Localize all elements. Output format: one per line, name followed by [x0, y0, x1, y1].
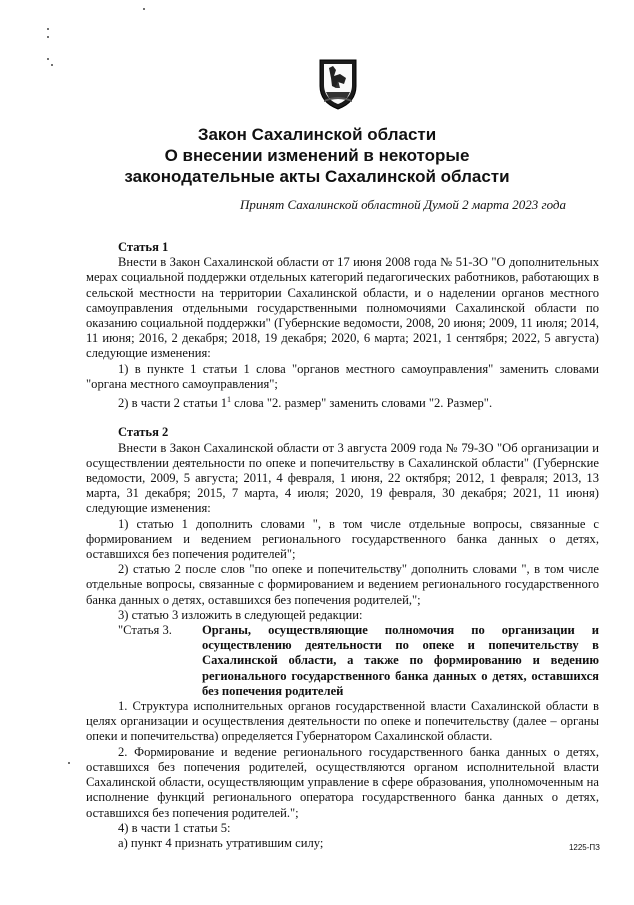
law-title-block — [40, 124, 594, 187]
article3-title: Органы, осуществляющие полномочия по организации и осуществлению деятельности по опеке и попечительству в Сахалинской области, а также по формированию и ведению регионального государственного банка данных о детях, оставшихся без попечения родителей — [202, 623, 599, 698]
article2-item4a: а) пункт 4 признать утратившим силу; — [118, 835, 324, 850]
article2-item3: 3) статью 3 изложить в следующей редакции: — [118, 607, 363, 622]
article2-item2: 2) статью 2 после слов "по опеке и попечительству" дополнить словами ", в том числе отдельные вопросы, связанные с формированием и ведением регионального государственного банка данных о детях, оставшихся без попечения родителей,"; — [86, 562, 599, 607]
adoption-note: Принят Сахалинской областной Думой 2 марта 2023 года — [240, 197, 566, 212]
article1-heading: Статья 1 — [118, 240, 169, 254]
article1-item2-text-a: 2) в части 2 статьи 1 — [118, 396, 228, 411]
article2-intro: Внести в Закон Сахалинской области от 3 августа 2009 года № 79-ЗО "Об организации и осуществлении деятельности по опеке и попечительству в Сахалинской области" (Губернские ведомости, 2009, 5 августа; 2011, 4 февраля, 1 июня, 22 октября; 2012, 1 февраля; 2013, 13 марта, 31 декабря; 2015, 7 марта, 4 июля; 2020, 19 февраля, 30 декабря; 2021, 11 июня) следующие изменения: — [86, 440, 599, 516]
law-body — [86, 240, 599, 851]
law-subtitle-line1: О внесении изменений в некоторые — [164, 146, 470, 165]
article3-paragraph1: 1. Структура исполнительных органов государственной власти Сахалинской области в целях организации и осуществления деятельности по опеке и попечительству (далее – органы опеки и попечительства) определяется Губернатором Сахалинской области. — [86, 699, 599, 744]
sakhalin-coat-of-arms-icon — [316, 58, 360, 110]
article1-item2 — [86, 392, 599, 411]
law-subtitle-line2: законодательные акты Сахалинской области — [124, 167, 510, 186]
article1-item1: 1) в пункте 1 статьи 1 слова "органов местного самоуправления" заменить словами "органа местного самоуправления"; — [86, 361, 599, 391]
article1-intro: Внести в Закон Сахалинской области от 17 июня 2008 года № 51-ЗО "О дополнительных мерах социальной поддержки отдельных категорий педагогических работников, работающих в сельской местности на территории Сахалинской области, и о наделении органов местного самоуправления отдельными государственными полномочиями Сахалинской области по оказанию социальной поддержки" (Губернские ведомости, 2008, 20 июня; 2009, 11 июля; 2014, 11 июня; 2016, 2 декабря; 2018, 19 декабря; 2020, 6 марта; 2021, 1 сентября; 2022, 5 августа) следующие изменения: — [86, 255, 599, 361]
document-code: 1225-ПЗ — [568, 843, 600, 852]
article2-heading: Статья 2 — [118, 425, 169, 440]
article3-paragraph2: 2. Формирование и ведение регионального государственного банка данных о детях, оставшихся без попечения родителей, осуществляются органом исполнительной власти Сахалинской области, осуществляющим управление в сфере образования, уполномоченным на исполнение функций регионального оператора государственного банка данных о детях, оставшихся без попечения родителей."; — [86, 744, 599, 820]
article2-item1: 1) статью 1 дополнить словами ", в том числе отдельные вопросы, связанные с формированием и ведением регионального государственного банка данных о детях, оставшихся без попечения родителей"; — [86, 516, 599, 562]
article1-item2-superscript: 1 — [227, 395, 232, 405]
article3-heading-block — [86, 623, 599, 699]
article3-label: "Статья 3. — [118, 623, 172, 638]
article2-item4: 4) в части 1 статьи 5: — [118, 820, 231, 835]
law-title: Закон Сахалинской области — [197, 125, 437, 144]
spacer — [86, 411, 599, 425]
article1-item2-text-b: слова "2. размер" заменить словами "2. Размер". — [231, 396, 493, 411]
